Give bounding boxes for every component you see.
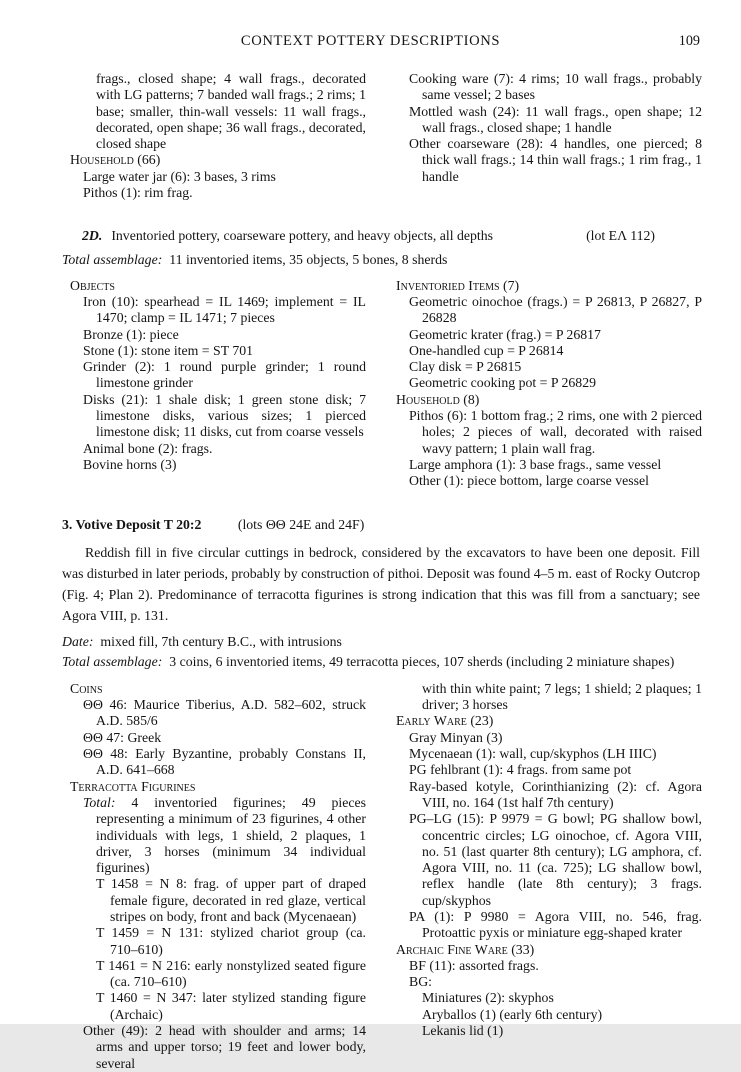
entry: Ray-based kotyle, Corinthianizing (2): cf. Agora VIII, no. 164 (1st half 7th century) <box>409 778 702 810</box>
deposit-description-paragraph: Reddish fill in five circular cuttings in bedrock, considered by the excavators to have been one deposit. Fill was disturbed in later periods, probably by construction of pithoi. Deposit was found 4–5 m. east of Rocky Outcrop (Fig. 4; Plan 2). Predominance of terracotta figurines is strong indication that this was fill from a sanctuary; see Agora VIII, p. 131. <box>62 544 700 623</box>
section-2c-columns <box>0 71 741 201</box>
entry: PG–LG (15): P 9979 = G bowl; PG shallow bowl, concentric circles; LG oinochoe, cf. Agora VIII, no. 51 (last quarter 8th century); LG amphora, cf. Agora VIII, no. 11 (ca. 725); LG shallow bowl, reflex handle (late 8th century); 3 frags. cup/skyphos <box>409 811 702 908</box>
assemblage-label: Total assemblage: <box>62 251 163 267</box>
section-2d-columns <box>0 278 741 490</box>
entry: Bronze (1): piece <box>83 326 179 342</box>
section-2d-right-column <box>396 278 702 490</box>
entry: Other coarseware (28): 4 handles, one pierced; 8 thick wall frags.; 14 thin wall frags.; 1 rim frag., 1 handle <box>409 136 702 184</box>
entry: Large water jar (6): 3 bases, 3 rims <box>83 168 276 184</box>
entry: Other (49): 2 head with shoulder and arms; 14 arms and upper torso; 19 feet and lower body, several <box>83 1023 366 1071</box>
date-line <box>62 632 700 651</box>
section-2c-right-column <box>396 71 702 201</box>
entry: T 1458 = N 8: frag. of upper part of draped female figure, decorated in red glaze, vertical stripes on body, front and back (Mycenaean) <box>96 876 366 924</box>
category-heading-household-66: Household (66) <box>70 152 161 168</box>
assemblage-text: 11 inventoried items, 35 objects, 5 bones, 8 sherds <box>169 251 448 267</box>
total-assemblage-line <box>62 652 700 671</box>
total-assemblage-line <box>62 250 700 269</box>
total-label: Total: <box>83 794 116 810</box>
entry: Iron (10): spearhead = IL 1469; implement = IL 1470; clamp = IL 1471; 7 pieces <box>83 293 366 326</box>
entry: Geometric krater (frag.) = P 26817 <box>409 326 601 342</box>
entry: Geometric oinochoe (frags.) = P 26813, P 26827, P 26828 <box>409 293 702 326</box>
entry: Stone (1): stone item = ST 701 <box>83 342 254 358</box>
entry: Lekanis lid (1) <box>422 1023 504 1039</box>
category-heading-archaic-fine-ware: Archaic Fine Ware (33) <box>396 941 535 957</box>
section-2c-left-column <box>70 71 366 201</box>
section-2d-heading <box>62 228 700 244</box>
category-heading-household-8: Household (8) <box>396 391 480 407</box>
category-heading-terracotta-figurines: Terracotta Figurines <box>70 778 196 794</box>
entry: Mycenaean (1): wall, cup/skyphos (LH IIIC) <box>409 746 657 762</box>
total-text: 4 inventoried figurines; 49 pieces representing a minimum of 23 figurines, 4 other individuals with legs, 1 shield, 2 plaques, 1 driver, 3 horses (minimum 34 individual figurines) <box>96 794 366 876</box>
entry: PA (1): P 9980 = Agora VIII, no. 546, frag. Protoattic pyxis or miniature egg-shaped krater <box>409 908 702 941</box>
date-text: mixed fill, 7th century B.C., with intrusions <box>100 633 342 649</box>
lots-reference: (lots ΘΘ 24E and 24F) <box>237 516 365 532</box>
category-heading-coins: Coins <box>70 680 103 696</box>
section-3-right-column <box>396 681 702 1072</box>
section-number: 3. <box>62 516 73 532</box>
entry: One-handled cup = P 26814 <box>409 342 564 358</box>
section-number: 2D. <box>82 228 103 244</box>
entry: Animal bone (2): frags. <box>83 440 213 456</box>
entry: Other (1): piece bottom, large coarse vessel <box>409 473 649 489</box>
category-heading-inventoried-items: Inventoried Items (7) <box>396 277 520 293</box>
entry: Gray Minyan (3) <box>409 729 503 745</box>
entry: ΘΘ 46: Maurice Tiberius, A.D. 582–602, struck A.D. 585/6 <box>83 697 366 729</box>
section-title: Votive Deposit T 20:2 <box>75 516 202 532</box>
entry: ΘΘ 48: Early Byzantine, probably Constans II, A.D. 641–668 <box>83 746 366 778</box>
entry-continuation: with thin white paint; 7 legs; 1 shield; 2 plaques; 1 driver; 3 horses <box>422 680 702 713</box>
entry: Mottled wash (24): 11 wall frags., open shape; 12 wall frags., closed shape; 1 handle <box>409 103 702 135</box>
running-head <box>0 0 741 51</box>
entry: Geometric cooking pot = P 26829 <box>409 375 596 391</box>
category-heading-objects: Objects <box>70 277 115 293</box>
entry: Grinder (2): 1 round purple grinder; 1 round limestone grinder <box>83 359 366 391</box>
page-number: 109 <box>678 33 700 49</box>
entry: BG: <box>409 974 432 990</box>
entry-continuation: frags., closed shape; 4 wall frags., decorated with LG patterns; 7 banded wall frags.; 2 rims; 1 base; smaller, thin-wall vessels: 11 wall frags., decorated, open shape; 36 wall frags., decorated, closed shape <box>96 71 366 152</box>
date-label: Date: <box>62 633 94 649</box>
entry: Miniatures (2): skyphos <box>422 990 554 1006</box>
assemblage-label: Total assemblage: <box>62 653 163 669</box>
category-heading-early-ware: Early Ware (23) <box>396 713 494 729</box>
entry: T 1459 = N 131: stylized chariot group (ca. 710–610) <box>96 925 366 957</box>
entry: Disks (21): 1 shale disk; 1 green stone disk; 7 limestone disks, various sizes; 1 pierced limestone disk; 11 disks, cut from coarse vessels <box>83 391 366 440</box>
entry: T 1461 = N 216: early nonstylized seated figure (ca. 710–610) <box>96 957 366 990</box>
section-title: Inventoried pottery, coarseware pottery, and heavy objects, all depths <box>111 228 494 244</box>
section-3-columns <box>0 681 741 1072</box>
section-2d-left-column <box>70 278 366 490</box>
entry: Clay disk = P 26815 <box>409 359 522 375</box>
entry: PG fehlbrant (1): 4 frags. from same pot <box>409 762 632 778</box>
page-title: CONTEXT POTTERY DESCRIPTIONS <box>240 33 501 49</box>
lot-reference: (lot ΕΛ 112) <box>586 228 655 244</box>
entry: Cooking ware (7): 4 rims; 10 wall frags., probably same vessel; 2 bases <box>409 71 702 103</box>
entry: Aryballos (1) (early 6th century) <box>422 1006 603 1022</box>
assemblage-text: 3 coins, 6 inventoried items, 49 terracotta pieces, 107 sherds (including 2 miniature shapes) <box>169 653 675 669</box>
entry: Large amphora (1): 3 base frags., same vessel <box>409 456 662 472</box>
entry: Pithos (6): 1 bottom frag.; 2 rims, one with 2 pierced holes; 2 pieces of wall, decorated with raised wavy pattern; 1 plain wall frag. <box>409 408 702 456</box>
entry: Pithos (1): rim frag. <box>83 185 193 201</box>
section-3-left-column <box>70 681 366 1072</box>
entry: ΘΘ 47: Greek <box>83 729 162 745</box>
entry: BF (11): assorted frags. <box>409 957 539 973</box>
entry: T 1460 = N 347: later stylized standing figure (Archaic) <box>96 990 366 1022</box>
section-3-heading <box>62 517 700 533</box>
entry: Bovine horns (3) <box>83 456 177 472</box>
entry-total <box>70 795 366 876</box>
